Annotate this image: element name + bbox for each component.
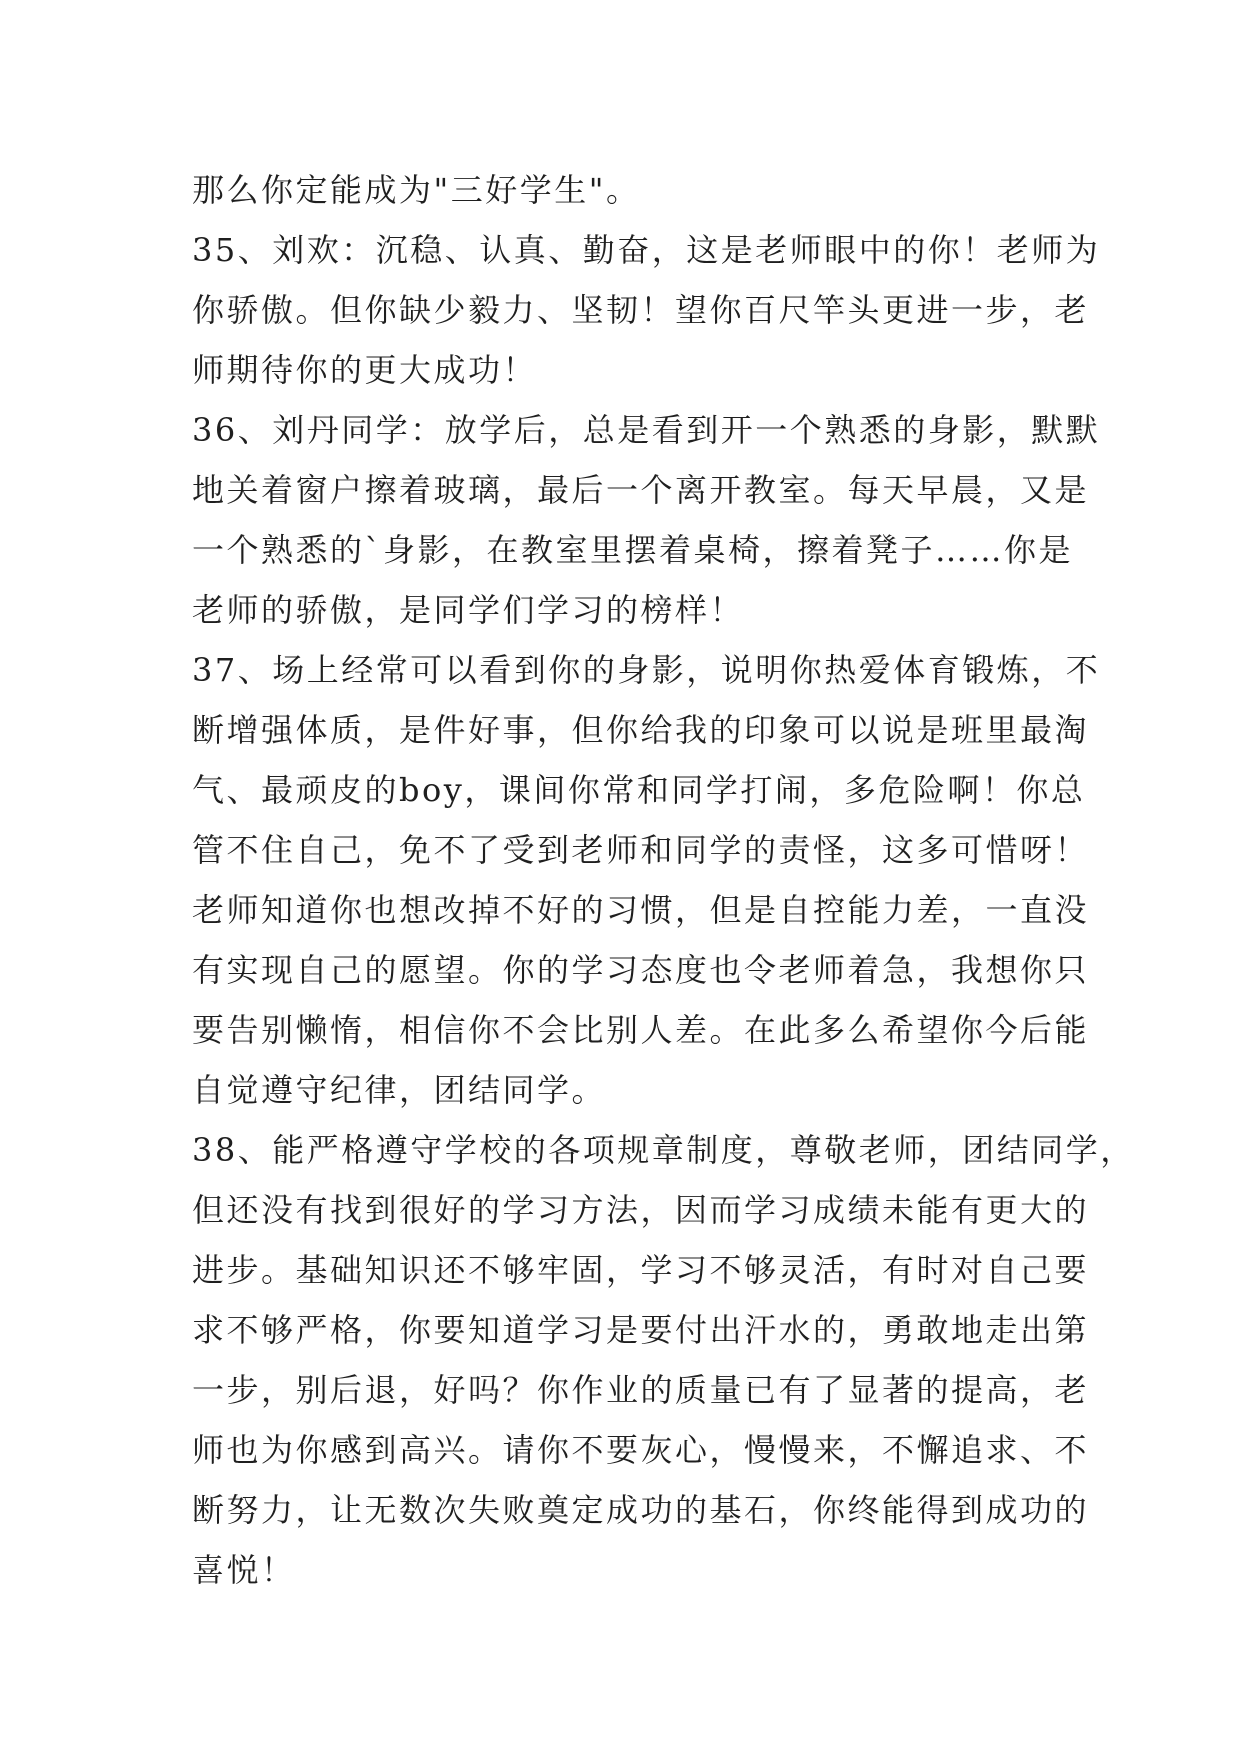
text-line: 断努力，让无数次失败奠定成功的基石，你终能得到成功的	[192, 1491, 1090, 1529]
text-line: 进步。基础知识还不够牢固，学习不够灵活，有时对自己要	[192, 1251, 1090, 1289]
text-line: 35、刘欢：沉稳、认真、勤奋，这是老师眼中的你！老师为	[192, 231, 1101, 269]
text-line: 你骄傲。但你缺少毅力、坚韧！望你百尺竿头更进一步，老	[192, 291, 1090, 329]
text-line: 老师知道你也想改掉不好的习惯，但是自控能力差，一直没	[192, 891, 1090, 929]
text-line: 气、最顽皮的boy，课间你常和同学打闹，多危险啊！你总	[192, 771, 1086, 809]
text-line: 师期待你的更大成功！	[192, 351, 538, 389]
text-line: 一个熟悉的`身影，在教室里摆着桌椅，擦着凳子……你是	[192, 531, 1074, 569]
text-line: 管不住自己，免不了受到老师和同学的责怪，这多可惜呀！	[192, 831, 1090, 869]
text-line: 要告别懒惰，相信你不会比别人差。在此多么希望你今后能	[192, 1011, 1090, 1049]
text-line: 38、能严格遵守学校的各项规章制度，尊敬老师，团结同学，	[192, 1131, 1135, 1169]
text-line: 求不够严格，你要知道学习是要付出汗水的，勇敢地走出第	[192, 1311, 1090, 1349]
text-line: 一步，别后退，好吗？你作业的质量已有了显著的提高，老	[192, 1371, 1090, 1409]
text-line: 地关着窗户擦着玻璃，最后一个离开教室。每天早晨，又是	[192, 471, 1090, 509]
text-line: 但还没有找到很好的学习方法，因而学习成绩未能有更大的	[192, 1191, 1090, 1229]
text-line: 自觉遵守纪律，团结同学。	[192, 1071, 607, 1109]
text-line: 老师的骄傲，是同学们学习的榜样！	[192, 591, 745, 629]
text-line: 断增强体质，是件好事，但你给我的印象可以说是班里最淘	[192, 711, 1090, 749]
text-line: 37、场上经常可以看到你的身影，说明你热爱体育锻炼，不	[192, 651, 1101, 689]
document-body	[192, 160, 1135, 1600]
text-line: 那么你定能成为"三好学生"。	[192, 171, 641, 209]
text-line: 有实现自己的愿望。你的学习态度也令老师着急，我想你只	[192, 951, 1090, 989]
text-line: 师也为你感到高兴。请你不要灰心，慢慢来，不懈追求、不	[192, 1431, 1090, 1469]
text-line: 36、刘丹同学：放学后，总是看到开一个熟悉的身影，默默	[192, 411, 1101, 449]
text-line: 喜悦！	[192, 1551, 296, 1589]
